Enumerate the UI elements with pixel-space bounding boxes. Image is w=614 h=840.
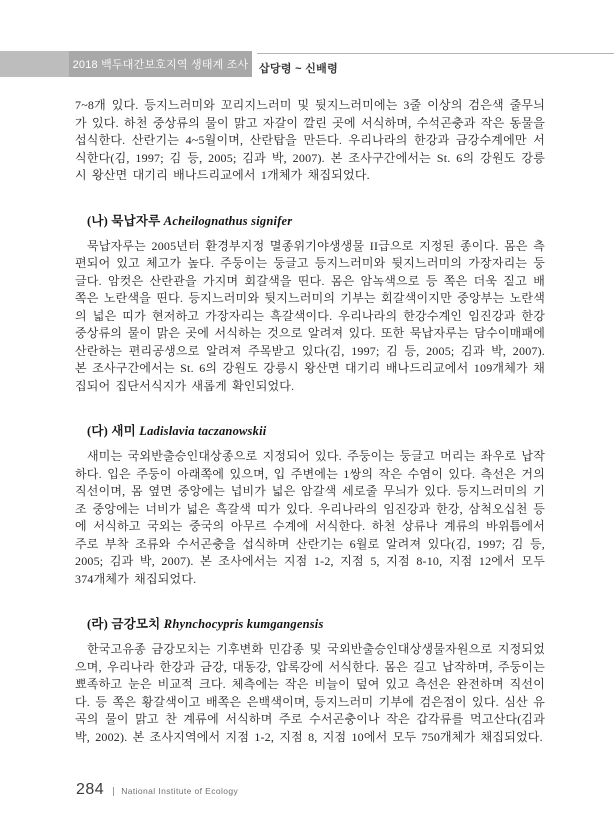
section-paragraph-na: 묵납자루는 2005년터 환경부지정 멸종위기야생생물 II급으로 지정된 종이다. 몸은 측편되어 있고 체고가 높다. 주둥이는 둥글고 등지느러미와 뒷지느러미의 가장자리는 둥글다. 암컷은 산란관을 가지며 회갈색을 띤다. 몸은 암녹색으로 등 쪽은 더욱 짙고 배 쪽은 노란색을 띤다. 등지느러미와 뒷지느러미의 기부는 회갈색이지만 중앙부는 노란색의 넓은 띠가 현저하고 가장자리는 흑갈색이다. 우리나라의 한강수계인 임진강과 한강 중상류의 물이 맑은 곳에 서식하는 것으로 알려져 있다. 또한 묵납자루는 담수이매패에 산란하는 편리공생으로 알려져 주목받고 있다(김, 1997; 김 등, 2005; 김과 박, 2007). 본 조사구간에서는 St. 6의 강원도 강릉시 왕산면 대기리 배나드리교에서 109개체가 채집되어 집단서식지가 새롭게 확인되었다. [75,238,545,393]
species-scientific-name: Rhynchocypris kumgangensis [163,617,324,631]
page-content [75,97,545,746]
section-label: (라) [87,617,109,631]
species-korean-name: 새미 [111,424,136,438]
intro-paragraph: 7~8개 있다. 등지느러미와 꼬리지느러미 및 뒷지느러미에는 3줄 이상의 검은색 줄무늬가 있다. 하천 중상류의 물이 맑고 자갈이 깔린 곳에 서식하며, 수석곤충과 작은 동물을 섭식한다. 산란기는 4~5월이며, 산란탑을 만든다. 우리나라의 한강과 금강수계에만 서식한다(김, 1997; 김 등, 2005; 김과 박, 2007). 본 조사구간에서는 St. 6의 강원도 강릉시 왕산면 대기리 배나드리교에서 1개체가 채집되었다. [75,98,545,182]
species-scientific-name: Acheilognathus signifer [163,213,293,228]
institute-name: National Institute of Ecology [121,786,239,796]
species-korean-name: 묵납자루 [111,213,161,228]
header-series-bar [0,51,252,77]
section-heading-da [87,421,545,439]
species-korean-name: 금강모치 [111,617,161,631]
page-footer [76,781,238,799]
footer-divider [113,787,114,796]
species-scientific-name: Ladislavia taczanowskii [139,424,267,438]
header-section-range: 삽당령 ~ 신배령 [257,53,614,76]
header-series-title: 2018 백두대간보호지역 생태계 조사 [69,51,252,77]
section-heading-na [87,211,545,229]
section-paragraph-ra: 한국고유종 금강모치는 기후변화 민감종 및 국외반출승인대상생물자원으로 지정되었으며, 우리나라 한강과 금강, 대동강, 압록강에 서식한다. 몸은 길고 납작하며, 주둥이는 뾰족하고 눈은 비교적 크다. 체측에는 작은 비늘이 덮여 있고 측선은 완전하며 직선이다. 등 쪽은 황갈색이고 배쪽은 은백색이며, 등지느러미 기부에 검은점이 있다. 심산 유곡의 물이 맑고 찬 계류에 서식하며 주로 수서곤충이나 작은 갑각류를 먹고산다(김과 박, 2002). 본 조사지역에서 지점 1-2, 지점 8, 지점 10에서 모두 750개체가 채집되었다. [75,642,545,744]
header-bar-accent [0,51,69,77]
page-number: 284 [76,781,105,798]
section-heading-ra [87,614,545,632]
section-label: (다) [87,424,109,438]
section-label: (나) [87,213,109,228]
section-paragraph-da: 새미는 국외반출승인대상종으로 지정되어 있다. 주둥이는 둥글고 머리는 좌우로 납작하다. 입은 주둥이 아래쪽에 있으며, 입 주변에는 1쌍의 작은 수염이 있다. 측선은 거의 직선이며, 몸 옆면 중앙에는 넙비가 넓은 암갈색 세로줄 무늬가 있다. 등지느러미의 기조 중앙에는 너비가 넓은 흑갈색 띠가 있다. 우리나라의 임진강과 한강, 삼척오십천 등에 서식하고 국외는 중국의 아무르 수계에 서식한다. 하천 상류나 계류의 바위틈에서 주로 부착 조류와 수서곤충을 섭식하며 산란기는 6월로 알려져 있다(김, 1997; 김 등, 2005; 김과 박, 2007). 본 조사에서는 지점 1-2, 지점 5, 지점 8-10, 지점 12에서 모두 374개체가 채집되었다. [75,449,545,586]
